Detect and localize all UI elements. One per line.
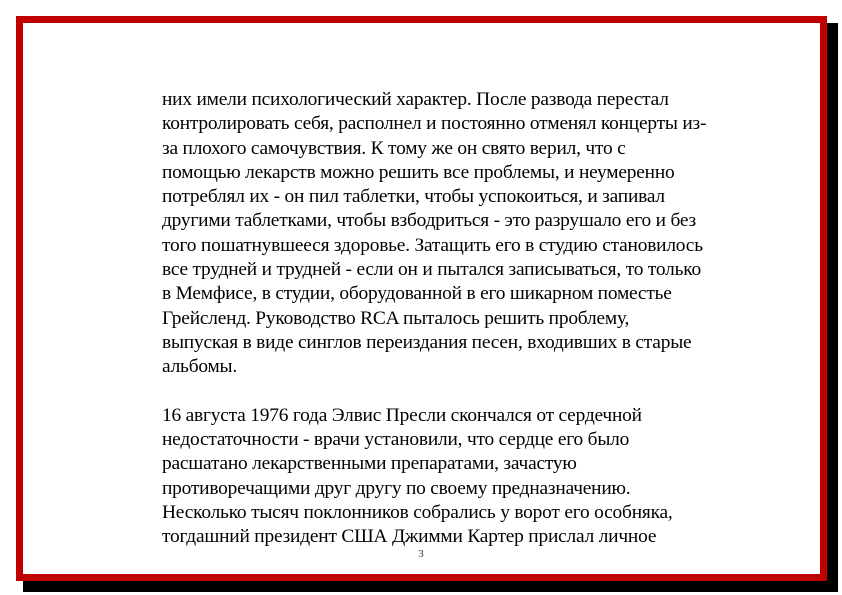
text-line: Грейсленд. Руководство RCA пыталось решить проблему, xyxy=(162,307,630,329)
text-line: в Мемфисе, в студии, оборудованной в его шикарном поместье xyxy=(162,283,672,305)
text-line: Несколько тысяч поклонников собрались у ворот его особняка, xyxy=(162,502,673,524)
text-line: них имели психологический характер. После развода перестал xyxy=(162,89,669,110)
text-line: за плохого самочувствия. К тому же он свято верил, что с xyxy=(162,137,626,159)
text-line: все трудней и трудней - если он и пытался записываться, то только xyxy=(162,259,701,281)
text-line: выпуская в виде синглов переиздания песен, входивших в старые xyxy=(162,331,692,353)
text-line: альбомы. xyxy=(162,356,238,378)
text-line: противоречащими друг другу по своему предназначению. xyxy=(162,477,631,499)
text-line: 16 августа 1976 года Элвис Пресли скончался от сердечной xyxy=(162,404,642,426)
text-line: другими таблетками, чтобы взбодриться - это разрушало его и без xyxy=(162,210,696,232)
paragraph-1 xyxy=(162,88,752,380)
text-line: расшатано лекарственными препаратами, зачастую xyxy=(162,453,577,475)
text-line: контролировать себя, располнел и постоянно отменял концерты из- xyxy=(162,113,707,135)
text-line: недостаточности - врачи установили, что сердце его было xyxy=(162,429,630,451)
paragraph-spacer xyxy=(162,380,752,404)
text-line: потреблял их - он пил таблетки, чтобы успокоиться, и запивал xyxy=(162,186,665,208)
text-line: тогдашний президент США Джимми Картер прислал личное xyxy=(162,526,657,548)
page-number: 3 xyxy=(418,548,424,560)
body-text xyxy=(162,88,752,550)
text-line: помощью лекарств можно решить все проблемы, и неумеренно xyxy=(162,161,675,183)
text-line: того пошатнувшееся здоровье. Затащить его в студию становилось xyxy=(162,234,703,256)
paragraph-2 xyxy=(162,404,752,550)
